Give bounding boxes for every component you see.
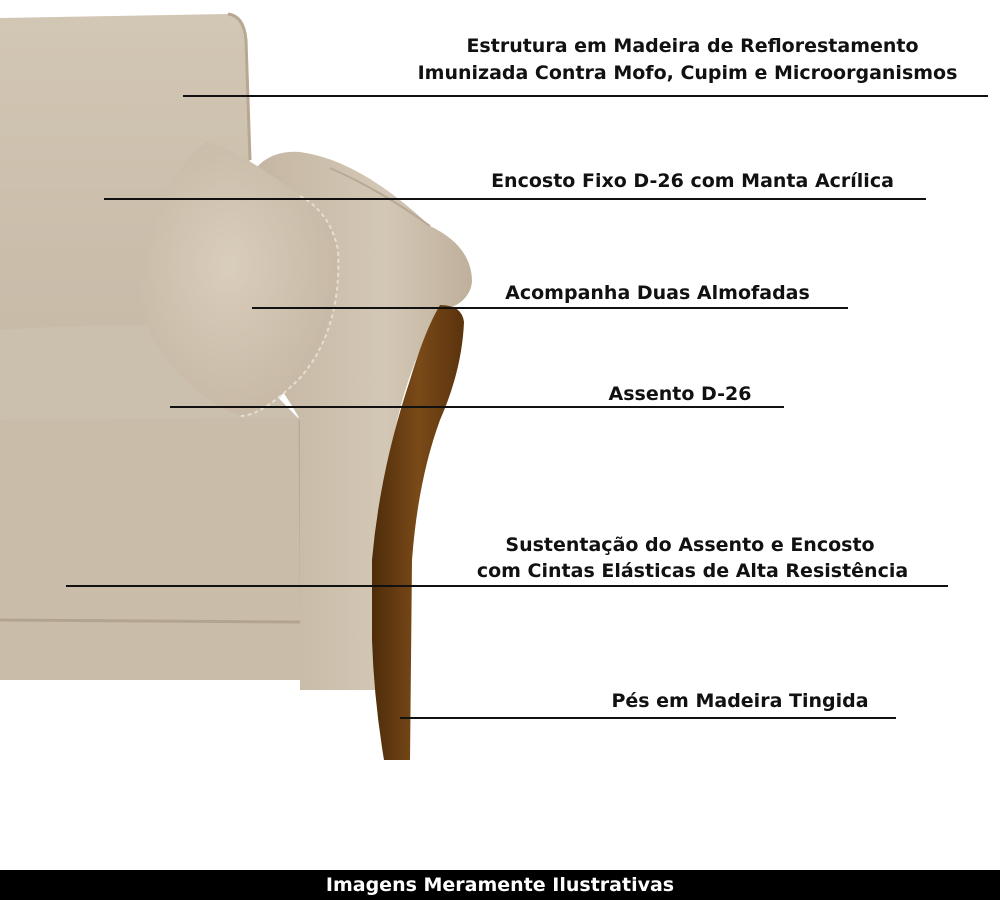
callout-sustentacao-line-1: Sustentação do Assento e Encosto — [505, 534, 875, 556]
callout-encosto-leader — [104, 198, 926, 200]
callout-almofadas-leader — [252, 307, 848, 309]
callout-almofadas-line-1: Acompanha Duas Almofadas — [505, 282, 810, 304]
callout-sustentacao-leader — [66, 585, 948, 587]
disclaimer-text: Imagens Meramente Ilustrativas — [325, 874, 675, 896]
callout-assento-line-1: Assento D-26 — [608, 383, 752, 405]
disclaimer-footer — [0, 870, 1000, 900]
callout-assento-leader — [170, 406, 784, 408]
callout-estrutura-leader — [183, 95, 988, 97]
callout-sustentacao-line-2: com Cintas Elásticas de Alta Resistência — [476, 560, 909, 582]
callout-pes-line-1: Pés em Madeira Tingida — [611, 690, 869, 712]
callout-estrutura-line-1: Estrutura em Madeira de Reflorestamento — [466, 35, 919, 57]
callout-encosto-line-1: Encosto Fixo D-26 com Manta Acrílica — [491, 170, 894, 192]
callout-pes-leader — [400, 717, 896, 719]
callout-estrutura-line-2: Imunizada Contra Mofo, Cupim e Microorganismos — [417, 62, 958, 84]
